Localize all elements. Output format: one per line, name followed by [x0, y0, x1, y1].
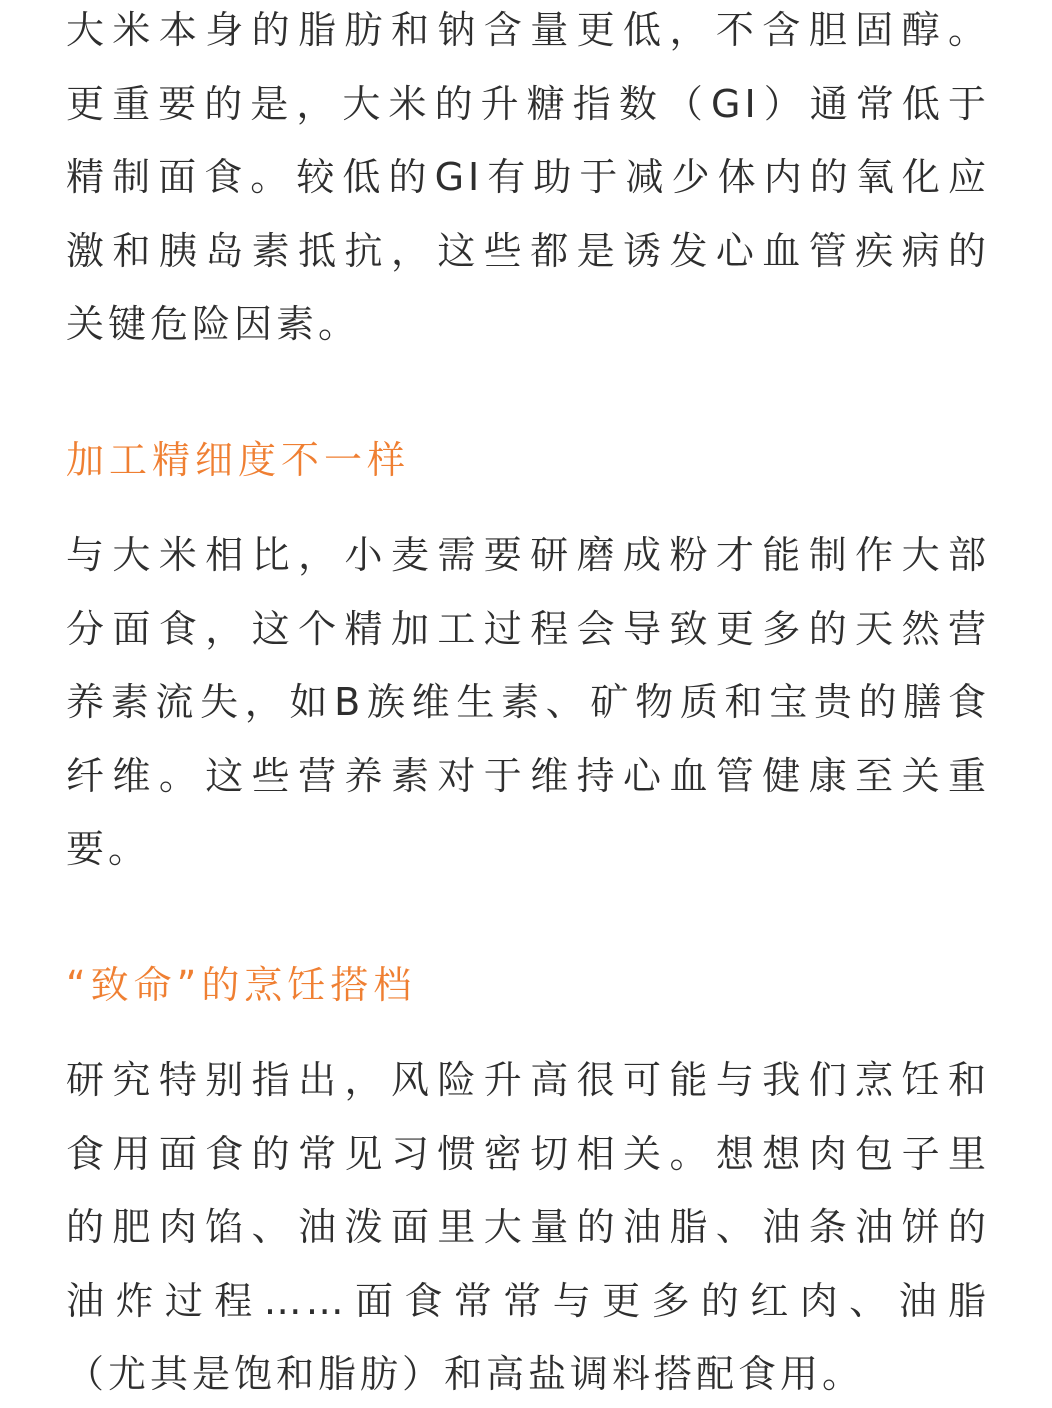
- paragraph-line: （尤其是饱和脂肪）和高盐调料搭配食用。: [66, 1352, 865, 1396]
- intro-paragraph: [66, 6, 990, 348]
- paragraph-line: 要。: [66, 827, 151, 871]
- paragraph-line: 的肥肉馅、油泼面里大量的油脂、油条油饼的: [66, 1205, 990, 1249]
- paragraph-line: 分面食，这个精加工过程会导致更多的天然营: [66, 606, 990, 651]
- paragraph-line: 油炸过程……面食常常与更多的红肉、油脂: [66, 1278, 990, 1323]
- section-heading: “致命”的烹饪搭档: [66, 963, 417, 1007]
- paragraph-line: 食用面食的常见习惯密切相关。想想肉包子里: [66, 1131, 990, 1176]
- paragraph-line: 纤维。这些营养素对于维持心血管健康至关重: [66, 753, 990, 798]
- paragraph-line: 精制面食。较低的GI有助于减少体内的氧化应: [66, 155, 990, 199]
- body-paragraph: [66, 1056, 990, 1398]
- paragraph-line: 关键危险因素。: [66, 302, 361, 346]
- body-paragraph: [66, 531, 990, 873]
- section-heading: 加工精细度不一样: [66, 438, 411, 482]
- paragraph-line: 与大米相比，小麦需要研磨成粉才能制作大部: [66, 533, 990, 577]
- paragraph-line: 大米本身的脂肪和钠含量更低，不含胆固醇。: [66, 8, 990, 52]
- paragraph-line: 激和胰岛素抵抗，这些都是诱发心血管疾病的: [66, 228, 990, 273]
- paragraph-line: 更重要的是，大米的升糖指数（GI）通常低于: [66, 81, 990, 126]
- paragraph-line: 研究特别指出，风险升高很可能与我们烹饪和: [66, 1058, 990, 1102]
- paragraph-line: 养素流失，如B族维生素、矿物质和宝贵的膳食: [66, 680, 990, 724]
